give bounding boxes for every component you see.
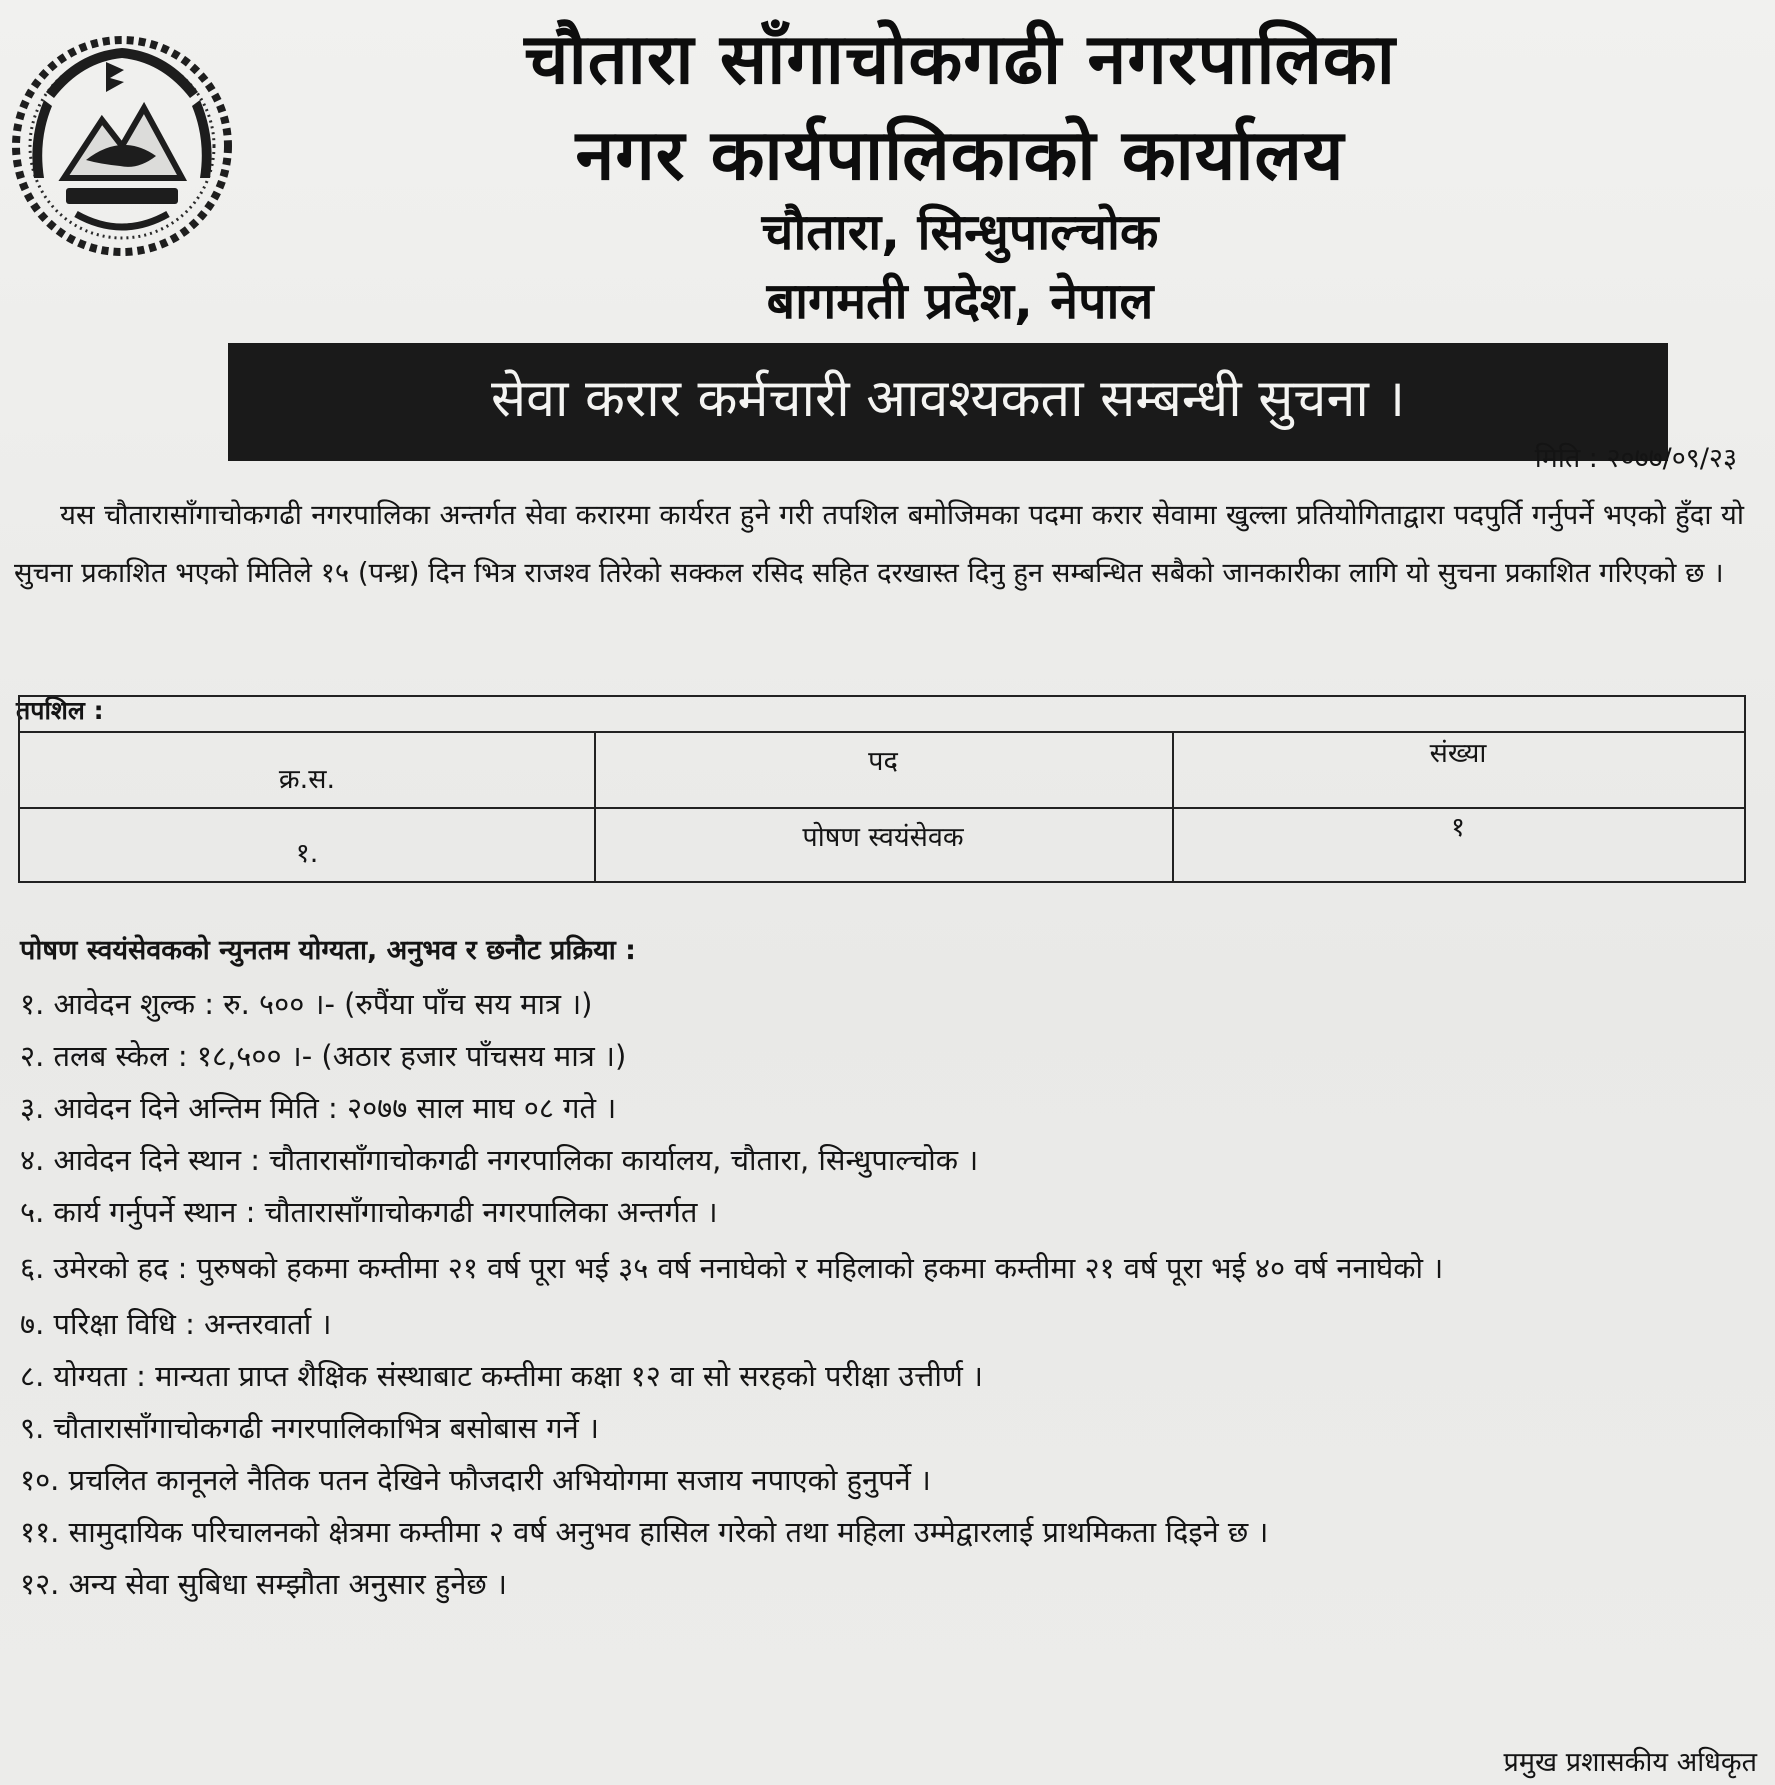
positions-table [18, 695, 1746, 883]
date-label: मिति : [1534, 443, 1598, 474]
list-item: ९. चौतारासाँगाचोकगढी नगरपालिकाभित्र बसोबास गर्ने । [20, 1411, 599, 1445]
office-address-line-2: बागमती प्रदेश, नेपाल [766, 272, 1154, 330]
list-item: २. तलब स्केल : १८,५०० ।- (अठार हजार पाँचसय मात्र ।) [20, 1039, 627, 1073]
requirements-list [20, 978, 1750, 1610]
list-item: ११. सामुदायिक परिचालनको क्षेत्रमा कम्तीमा २ वर्ष अनुभव हासिल गरेको तथा महिला उम्मेद्वारलाई प्राथमिकता दिइने छ । [20, 1515, 1269, 1549]
table-cell-serial: १. [295, 838, 319, 869]
list-item: ६. उमेरको हद : पुरुषको हकमा कम्तीमा २१ वर्ष पूरा भई ३५ वर्ष ननाघेको र महिलाको हकमा कम्तीमा २१ वर्ष पूरा भई ४० वर्ष ननाघेको । [20, 1251, 1444, 1285]
notice-title-banner [228, 343, 1668, 461]
list-item: १०. प्रचलित कानूनले नैतिक पतन देखिने फौजदारी अभियोगमा सजाय नपाएको हुनुपर्ने । [20, 1463, 931, 1497]
table-label: तपशिल : [16, 696, 104, 725]
list-item: १. आवेदन शुल्क : रु. ५०० ।- (रुपैंया पाँच सय मात्र ।) [20, 987, 593, 1021]
list-item: ३. आवेदन दिने अन्तिम मिति : २०७७ साल माघ ०८ गते । [20, 1091, 617, 1125]
table-header-serial: क्र.स. [278, 764, 336, 795]
table-cell-count: १ [1450, 812, 1466, 843]
list-item: ५. कार्य गर्नुपर्ने स्थान : चौतारासाँगाचोकगढी नगरपालिका अन्तर्गत । [20, 1195, 718, 1229]
table-header-count: संख्या [1429, 738, 1487, 769]
list-item: ८. योग्यता : मान्यता प्राप्त शैक्षिक संस्थाबाट कम्तीमा कक्षा १२ वा सो सरहको परीक्षा उत्तीर्ण । [20, 1359, 984, 1393]
date-value: २०७७/०९/२३ [1606, 443, 1737, 474]
intro-paragraph: यस चौतारासाँगाचोकगढी नगरपालिका अन्तर्गत सेवा करारमा कार्यरत हुने गरी तपशिल बमोजिमका पदमा करार सेवामा खुल्ला प्रतियोगिताद्वारा पदपुर्ति गर्नुपर्ने भएको हुँदा यो सुचना प्रकाशित भएको मितिले १५ (पन्ध्र) दिन भित्र राजश्व तिरेको सक्कल रसिद सहित दरखास्त दिनु हुन सम्बन्धित सबैको जानकारीका लागि यो सुचना प्रकाशित गरिएको छ । [14, 499, 1744, 589]
notice-title: सेवा करार कर्मचारी आवश्यकता सम्बन्धी सुचना । [490, 369, 1406, 429]
signatory-title: प्रमुख प्रशासकीय अधिकृत [1503, 1747, 1757, 1778]
table-header-post: पद [868, 746, 898, 777]
notice-date [1535, 438, 1737, 475]
list-item: ७. परिक्षा विधि : अन्तरवार्ता । [20, 1307, 332, 1341]
office-address-line-1: चौतारा, सिन्धुपाल्चोक [761, 203, 1159, 261]
list-item: ४. आवेदन दिने स्थान : चौतारासाँगाचोकगढी नगरपालिका कार्यालय, चौतारा, सिन्धुपाल्चोक । [20, 1143, 979, 1177]
list-item: १२. अन्य सेवा सुबिधा सम्झौता अनुसार हुनेछ । [20, 1567, 507, 1601]
table-cell-post: पोषण स्वयंसेवक [802, 822, 964, 853]
requirements-title: पोषण स्वयंसेवकको न्युनतम योग्यता, अनुभव र छनौट प्रक्रिया : [20, 935, 636, 966]
office-title-line-1: चौतारा साँगाचोकगढी नगरपालिका [524, 18, 1396, 100]
office-title-line-2: नगर कार्यपालिकाको कार्यालय [575, 114, 1345, 196]
nepal-government-emblem-icon [6, 28, 238, 260]
